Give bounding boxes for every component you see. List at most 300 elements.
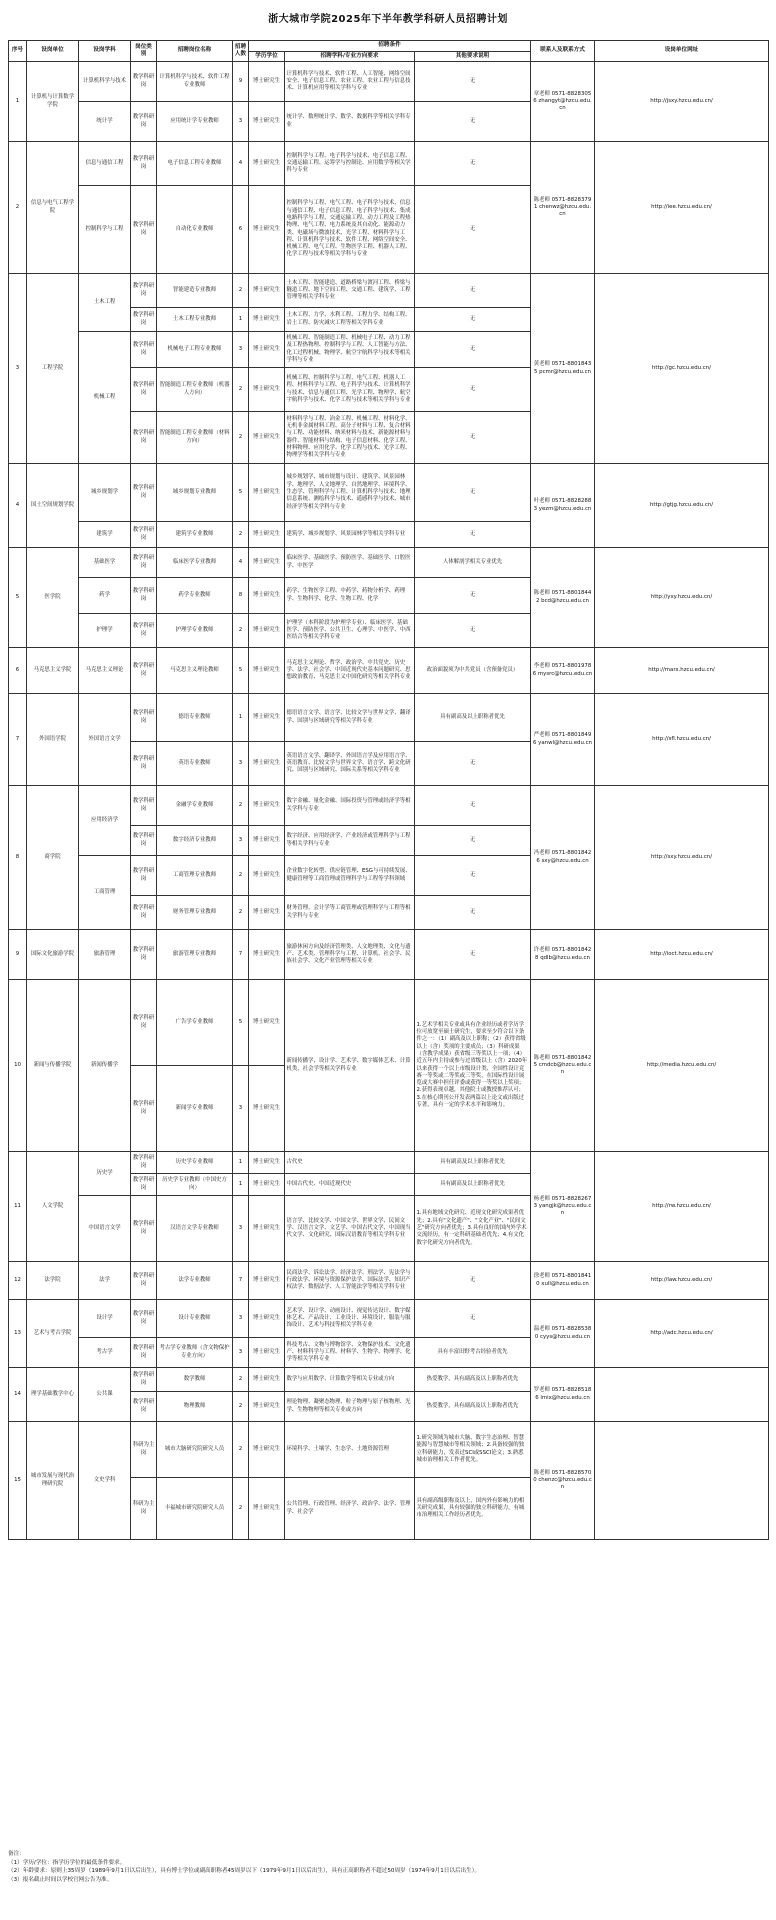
row-degree: 博士研究生: [249, 694, 285, 742]
row-contact: 许老师 0571-88018428 qdlb@hzcu.edu.cn: [531, 930, 595, 980]
row-major: 控制科学与工程、电子科学与技术、电子信息工程、交通运输工程、运筹学与控制论、应用数学等相关学科与专业: [285, 142, 415, 186]
unit-website-link[interactable]: http://gtjg.hzcu.edu.cn/: [649, 501, 714, 508]
row-degree: 博士研究生: [249, 102, 285, 142]
row-website: [595, 786, 769, 930]
row-post-name: 数字经济专业教师: [157, 826, 233, 856]
row-discipline: 土木工程: [79, 274, 131, 332]
row-other: 无: [415, 896, 531, 930]
row-post-name: 财务管理专业教师: [157, 896, 233, 930]
row-post-type: 教学科研岗: [131, 308, 157, 332]
row-major: 企业数字化转型、供应链管理、ESG与可持续发展、健康管理等工商管理或管理科学与工程等学科领域: [285, 856, 415, 896]
row-discipline: 统计学: [79, 102, 131, 142]
row-degree: 博士研究生: [249, 1478, 285, 1540]
row-post-type: 教学科研岗: [131, 694, 157, 742]
row-major: 英语语言文学、翻译学、外国语言学及应用语言学、英语教育、比较文学与世界文学、语言学、跨文化研究、国别与区域研究、国际关系等相关学科专业: [285, 742, 415, 786]
row-post-type: 教学科研岗: [131, 1262, 157, 1300]
row-degree: 博士研究生: [249, 62, 285, 102]
row-discipline: 历史学: [79, 1152, 131, 1196]
row-no: 11: [9, 1152, 27, 1262]
row-no: 3: [9, 274, 27, 464]
row-other: 无: [415, 368, 531, 412]
unit-website-link[interactable]: http://yxy.hzcu.edu.cn/: [650, 593, 713, 600]
row-other: 无: [415, 274, 531, 308]
row-post-name: 数学教师: [157, 1368, 233, 1392]
footnotes: [8, 1850, 768, 1885]
row-count: 3: [233, 742, 249, 786]
row-count: 2: [233, 274, 249, 308]
unit-website-link[interactable]: http://rw.hzcu.edu.cn/: [652, 1202, 711, 1209]
row-count: 2: [233, 1422, 249, 1478]
row-website: [595, 648, 769, 694]
row-major: 建筑学、城乡规划学、风景园林学等相关学科专业: [285, 522, 415, 548]
row-post-name: 计算机科学与技术、软件工程专业教师: [157, 62, 233, 102]
row-post-type: 科研为主岗: [131, 1478, 157, 1540]
row-post-type: 教学科研岗: [131, 1152, 157, 1174]
table-header-row: [9, 41, 769, 52]
row-post-name: 考古学专业教师（含文物保护专业方向）: [157, 1338, 233, 1368]
row-contact: 陈老师 0571-88018425 cmdcb@hzcu.edu.cn: [531, 980, 595, 1152]
row-post-type: 教学科研岗: [131, 1066, 157, 1152]
row-post-type: 教学科研岗: [131, 142, 157, 186]
row-degree: 博士研究生: [249, 308, 285, 332]
row-website: [595, 548, 769, 648]
row-count: 7: [233, 1262, 249, 1300]
row-count: 3: [233, 826, 249, 856]
row-count: 2: [233, 786, 249, 826]
row-discipline: 文史学科: [79, 1422, 131, 1540]
row-post-type: 教学科研岗: [131, 1300, 157, 1338]
row-major: 临床医学、基础医学、预防医学、基础医学、口腔医学、中医学: [285, 548, 415, 578]
row-post-name: 智能制造工程专业教师（机器人方向）: [157, 368, 233, 412]
row-post-type: 教学科研岗: [131, 826, 157, 856]
row-website: [595, 1152, 769, 1262]
row-discipline: 信息与通信工程: [79, 142, 131, 186]
row-other: 无: [415, 856, 531, 896]
row-major: 数字金融、量化金融、国际投资与管理或经济学等相关学科与专业: [285, 786, 415, 826]
row-major: 城乡规划学、城市规划与设计、建筑学、风景园林学、地理学、人文地理学、自然地理学、环境科学、生态学、管理科学与工程、计算机科学与技术、地理信息系统、测绘科学与技术、遥感科学与技术、城市经济学等相关学科与专业: [285, 464, 415, 522]
row-degree: 博士研究生: [249, 1196, 285, 1262]
row-major: 土木工程、智能建造、道路桥梁与渡河工程、桥梁与隧道工程、地下空间工程、交通工程、建筑学、工程管理等相关学科专业: [285, 274, 415, 308]
table-row: [9, 1368, 769, 1392]
row-unit: 国土空间规划学院: [27, 464, 79, 548]
row-post-name: 城市大脑研究院研究人员: [157, 1422, 233, 1478]
row-post-name: 土木工程专业教师: [157, 308, 233, 332]
row-count: 2: [233, 412, 249, 464]
row-website: [595, 1262, 769, 1300]
row-major: 新闻传播学、设计学、艺术学、数字媒体艺术、计算机类、社会学等相关学科专业: [285, 980, 415, 1152]
row-count: 3: [233, 1338, 249, 1368]
row-contact: 严老师 0571-88018496 yanwl@hzcu.edu.cn: [531, 694, 595, 786]
row-discipline: 设计学: [79, 1300, 131, 1338]
table-row: [9, 786, 769, 826]
row-count: 2: [233, 614, 249, 648]
row-post-name: 金融学专业教师: [157, 786, 233, 826]
col-discipline: 设岗学科: [79, 41, 131, 62]
row-unit: 艺术与考古学院: [27, 1300, 79, 1368]
row-count: 2: [233, 896, 249, 930]
row-contact: 陈老师 0571-88018442 bcd@hzcu.edu.cn: [531, 548, 595, 648]
row-post-type: 教学科研岗: [131, 1392, 157, 1422]
row-count: 3: [233, 1196, 249, 1262]
row-degree: 博士研究生: [249, 522, 285, 548]
row-post-name: 机械电子工程专业教师: [157, 332, 233, 368]
row-post-name: 设计专业教师: [157, 1300, 233, 1338]
row-post-type: 教学科研岗: [131, 742, 157, 786]
row-other: 无: [415, 308, 531, 332]
row-other: 无: [415, 412, 531, 464]
row-contact: 黄老师 0571-88018435 pcmr@hzcu.edu.cn: [531, 274, 595, 464]
row-count: 1: [233, 1152, 249, 1174]
row-post-name: 广告学专业教师: [157, 980, 233, 1066]
row-website: [595, 694, 769, 786]
row-degree: 博士研究生: [249, 464, 285, 522]
row-post-name: 物理教师: [157, 1392, 233, 1422]
row-count: 2: [233, 522, 249, 548]
col-no: 序号: [9, 41, 27, 62]
row-discipline: 药学: [79, 578, 131, 614]
row-count: 2: [233, 1478, 249, 1540]
row-degree: 博士研究生: [249, 1300, 285, 1338]
row-no: 8: [9, 786, 27, 930]
row-degree: 博士研究生: [249, 368, 285, 412]
row-unit: 医学院: [27, 548, 79, 648]
row-other: 无: [415, 102, 531, 142]
row-post-type: 科研为主岗: [131, 1422, 157, 1478]
row-no: 13: [9, 1300, 27, 1368]
unit-website-link[interactable]: http://sfl.hzcu.edu.cn/: [652, 735, 711, 742]
row-contact: 章老师 0571-88283056 zhangyt@hzcu.edu.cn: [531, 62, 595, 142]
row-post-type: 教学科研岗: [131, 548, 157, 578]
table-row: [9, 980, 769, 1066]
row-no: 15: [9, 1422, 27, 1540]
row-post-type: 教学科研岗: [131, 62, 157, 102]
col-count: 招聘人数: [233, 41, 249, 62]
row-major: 财务管理、会计学等工商管理或管理科学与工程等相关学科与专业: [285, 896, 415, 930]
row-no: 7: [9, 694, 27, 786]
row-website: [595, 1422, 769, 1540]
row-contact: 陈老师 0571-88283791 chenwz@hzcu.edu.cn: [531, 142, 595, 274]
row-other: 具有副高及以上职称者优先: [415, 1174, 531, 1196]
row-post-name: 马克思主义理论教师: [157, 648, 233, 694]
row-post-type: 教学科研岗: [131, 102, 157, 142]
table-row: [9, 274, 769, 308]
table-row: [9, 1300, 769, 1338]
row-post-name: 汉语言文学专业教师: [157, 1196, 233, 1262]
row-major: 药学、生物医学工程、中药学、药物分析学、药理学、生物科学、化学、生物工程、化学: [285, 578, 415, 614]
row-no: 5: [9, 548, 27, 648]
row-website: [595, 1300, 769, 1368]
unit-website-link[interactable]: http://gc.hzcu.edu.cn/: [651, 364, 712, 371]
row-post-type: 教学科研岗: [131, 522, 157, 548]
row-post-type: 教学科研岗: [131, 980, 157, 1066]
row-post-name: 历史学专业教师（中国史方向）: [157, 1174, 233, 1196]
row-post-name: 旅游管理专业教师: [157, 930, 233, 980]
row-discipline: 法学: [79, 1262, 131, 1300]
unit-website-link[interactable]: http://ioct.hzcu.edu.cn/: [650, 950, 713, 957]
row-no: 1: [9, 62, 27, 142]
row-unit: 商学院: [27, 786, 79, 930]
row-no: 14: [9, 1368, 27, 1422]
row-website: [595, 1368, 769, 1422]
row-degree: 博士研究生: [249, 1368, 285, 1392]
row-discipline: 基础医学: [79, 548, 131, 578]
row-no: 4: [9, 464, 27, 548]
unit-website-link[interactable]: http://media.hzcu.edu.cn/: [646, 1061, 717, 1068]
row-unit: 国际文化旅游学院: [27, 930, 79, 980]
row-count: 9: [233, 62, 249, 102]
row-count: 2: [233, 1368, 249, 1392]
row-other: 具有副高级职称及以上，国内外有影响力的相关研究成果，具有较强的独立科研能力，有城市治理相关工作经历者优先。: [415, 1478, 531, 1540]
row-major: 护理学（本科阶段为护理学专业）、临床医学、基础医学、预防医学、公共卫生、心理学、中医学、中西医结合等相关学科专业: [285, 614, 415, 648]
row-major: 科技考古、文物与博物馆学、文物保护技术、文化遗产、材料科学与工程、材料学、生物学、物理学、化学等相关学科专业: [285, 1338, 415, 1368]
unit-website-link[interactable]: http://sxy.hzcu.edu.cn/: [650, 853, 713, 860]
row-unit: 城市发展与现代治理研究院: [27, 1422, 79, 1540]
row-major: 古代史: [285, 1152, 415, 1174]
row-count: 1: [233, 694, 249, 742]
row-discipline: 机械工程: [79, 332, 131, 464]
col-unit: 设岗单位: [27, 41, 79, 62]
row-degree: 博士研究生: [249, 142, 285, 186]
table-row: [9, 548, 769, 578]
row-no: 12: [9, 1262, 27, 1300]
row-discipline: 建筑学: [79, 522, 131, 548]
row-count: 5: [233, 980, 249, 1066]
row-count: 3: [233, 1066, 249, 1152]
row-contact: 李老师 0571-88019786 mysrc@hzcu.edu.cn: [531, 648, 595, 694]
row-count: 2: [233, 1392, 249, 1422]
row-count: 3: [233, 1300, 249, 1338]
unit-website-link[interactable]: http://adc.hzcu.edu.cn/: [650, 1329, 713, 1336]
row-count: 5: [233, 648, 249, 694]
table-row: [9, 1422, 769, 1478]
row-other: 无: [415, 142, 531, 186]
unit-website-link[interactable]: http://law.hzcu.edu.cn/: [650, 1276, 713, 1283]
row-post-name: 建筑学专业教师: [157, 522, 233, 548]
row-degree: 博士研究生: [249, 980, 285, 1066]
table-row: [9, 62, 769, 102]
footnote-item: （3）报名截止时间以学校官网公告为准。: [8, 1876, 113, 1883]
row-post-type: 教学科研岗: [131, 856, 157, 896]
row-degree: 博士研究生: [249, 896, 285, 930]
row-count: 2: [233, 856, 249, 896]
row-discipline: 护理学: [79, 614, 131, 648]
row-count: 4: [233, 142, 249, 186]
row-post-type: 教学科研岗: [131, 1368, 157, 1392]
row-count: 4: [233, 548, 249, 578]
row-major: 机械工程、智能制造工程、机械电子工程、动力工程及工程热物理、控制科学与工程、人工智能与方法、化工过程机械、物理学、航空宇航科学与技术等相关学科与专业: [285, 332, 415, 368]
row-post-type: 教学科研岗: [131, 614, 157, 648]
row-other: 无: [415, 186, 531, 274]
row-degree: 博士研究生: [249, 412, 285, 464]
row-major: 公共管理、行政管理、经济学、政治学、法学、管理学、社会学: [285, 1478, 415, 1540]
row-contact: 叶老师 0571-88282883 yezm@hzcu.edu.cn: [531, 464, 595, 548]
row-major: 马克思主义理论、哲学、政治学、中共党史、历史学、法学、社会学、中国近现代史基本问题研究、思想政治教育、马克思主义中国化研究等相关学科专业: [285, 648, 415, 694]
row-degree: 博士研究生: [249, 648, 285, 694]
row-unit: 信息与电气工程学院: [27, 142, 79, 274]
row-degree: 博士研究生: [249, 1262, 285, 1300]
row-unit: 理学基础教学中心: [27, 1368, 79, 1422]
row-major: 控制科学与工程、电气工程、电子科学与技术、信息与通信工程、电子信息工程、电子科学与技术、集成电路科学与工程、交通运输工程、动力工程及工程热物理、电气工程、电力系统及其自动化、能源动力类、电磁场与微波技术、光学工程、材料科学与工程、计算机科学与技术、软件工程、网络空间安全、机械工程、电气工程、生物医学工程、机器人工程、化学工程与技术等相关学科与专业: [285, 186, 415, 274]
table-row: [9, 694, 769, 742]
row-contact: 陈老师 0571-88285700 chenzc@hzcu.edu.cn: [531, 1422, 595, 1540]
row-other: 无: [415, 786, 531, 826]
row-post-name: 自动化专业教师: [157, 186, 233, 274]
col-degree: 学历学位: [249, 51, 285, 62]
row-contact: 冯老师 0571-88018426 sxy@hzcu.edu.cn: [531, 786, 595, 930]
row-degree: 博士研究生: [249, 742, 285, 786]
row-major: 统计学、数理统计学、数学、数据科学等相关学科专业: [285, 102, 415, 142]
row-unit: 计算机与计算数学学院: [27, 62, 79, 142]
row-post-type: 教学科研岗: [131, 786, 157, 826]
table-row: [9, 930, 769, 980]
row-discipline: 外国语言文学: [79, 694, 131, 786]
col-other: 其他要求说明: [415, 51, 531, 62]
row-major: 语言学、比较文学、中国文学、世界文学、民间文学、汉语言文学、文艺学、中国古代文学、中国现当代文学、文化研究、国际汉语教育等相关学科专业: [285, 1196, 415, 1262]
row-degree: 博士研究生: [249, 1392, 285, 1422]
table-row: [9, 142, 769, 186]
row-post-type: 教学科研岗: [131, 578, 157, 614]
row-post-type: 教学科研岗: [131, 1196, 157, 1262]
row-major: 德语语言文学、语言学、比较文学与世界文学、翻译学、国别与区域研究等相关学科专业: [285, 694, 415, 742]
row-degree: 博士研究生: [249, 930, 285, 980]
table-row: [9, 464, 769, 522]
row-unit: 外国语学院: [27, 694, 79, 786]
row-major: 民商法学、诉讼法学、经济法学、刑法学、宪法学与行政法学、环境与资源保护法学、国际法学、知识产权法学、数据法学、人工智能法学等相关学科专业: [285, 1262, 415, 1300]
row-contact: 杨老师 0571-88282673 yangjk@hzcu.edu.cn: [531, 1152, 595, 1262]
row-other: 具有副高及以上职称者优先: [415, 1152, 531, 1174]
row-post-name: 历史学专业教师: [157, 1152, 233, 1174]
row-post-name: 英语专业教师: [157, 742, 233, 786]
row-post-type: 教学科研岗: [131, 930, 157, 980]
row-post-name: 临床医学专业教师: [157, 548, 233, 578]
row-other: 无: [415, 62, 531, 102]
row-degree: 博士研究生: [249, 1152, 285, 1174]
row-count: 2: [233, 368, 249, 412]
row-no: 10: [9, 980, 27, 1152]
row-count: 5: [233, 464, 249, 522]
row-post-type: 教学科研岗: [131, 648, 157, 694]
table-row: [9, 1262, 769, 1300]
row-discipline: 中国语言文学: [79, 1196, 131, 1262]
row-website: [595, 274, 769, 464]
row-discipline: 城乡规划学: [79, 464, 131, 522]
row-post-type: 教学科研岗: [131, 412, 157, 464]
row-count: 6: [233, 186, 249, 274]
row-discipline: 公共课: [79, 1368, 131, 1422]
row-degree: 博士研究生: [249, 548, 285, 578]
row-major: 中国古代史、中国近现代史: [285, 1174, 415, 1196]
table-row: [9, 648, 769, 694]
row-discipline: 考古学: [79, 1338, 131, 1368]
row-post-name: 护理学专业教师: [157, 614, 233, 648]
col-major: 招聘学科/专业方向要求: [285, 51, 415, 62]
row-post-type: 教学科研岗: [131, 186, 157, 274]
row-other: 无: [415, 614, 531, 648]
row-degree: 博士研究生: [249, 826, 285, 856]
col-website: 设岗单位网址: [595, 41, 769, 62]
row-other: 无: [415, 930, 531, 980]
row-major: 环境科学、土壤学、生态学、土地资源管理: [285, 1422, 415, 1478]
row-contact: 徐老师 0571-88018410 xull@hzcu.edu.cn: [531, 1262, 595, 1300]
row-degree: 博士研究生: [249, 186, 285, 274]
row-website: [595, 980, 769, 1152]
row-major: 计算机科学与技术、软件工程、人工智能、网络空间安全、电子信息工程、农业工程、农业工程与信息技术、计算机应用等相关学科与专业: [285, 62, 415, 102]
unit-website-link[interactable]: http://jsxy.hzcu.edu.cn/: [650, 97, 713, 104]
row-website: [595, 62, 769, 142]
row-post-type: 教学科研岗: [131, 464, 157, 522]
row-post-name: 法学专业教师: [157, 1262, 233, 1300]
row-other: 无: [415, 522, 531, 548]
row-other: 无: [415, 578, 531, 614]
row-degree: 博士研究生: [249, 274, 285, 308]
footnote-item: （1）学历/学位：指学历学位的最低条件要求。: [8, 1859, 126, 1866]
row-other: 1.艺术学相关专业或具有企业经历或者学历学位可放宽至硕士研究生，要求至少符合以下条件之一：（1）副高及以上职称；（2）获得省级以上（含）奖项的主要成员；（3）科研成果（含教学成果）获省级三等奖以上一项；（4）近五年内主持或参与过省级以上（含）2020年以来获得一个以上市级设计类、全国性设计竞赛一等奖或二等奖或三等奖，在国际性设计展览或大赛中担任评委或获得一等奖以上奖项；2.获得表现卓越，其他院士或教授推荐认可；3.在核心期刊公开发表两篇以上论文或出版过专著，具有一定的学术水平和影响力。: [415, 980, 531, 1152]
row-count: 3: [233, 332, 249, 368]
row-unit: 人文学院: [27, 1152, 79, 1262]
row-other: 无: [415, 1262, 531, 1300]
row-post-name: 电子信息工程专业教师: [157, 142, 233, 186]
footnote-item: （2）年龄要求：原则上35周岁（1989年9月1日以后出生），具有博士学位或副高职称者45周岁以下（1979年9月1日以后出生），具有正高职称者不超过50周岁（1974年9月1日以后出生）。: [8, 1868, 481, 1875]
row-unit: 马克思主义学院: [27, 648, 79, 694]
col-conditions: 招聘条件: [249, 41, 531, 52]
row-discipline: 工商管理: [79, 856, 131, 930]
row-count: 7: [233, 930, 249, 980]
row-website: [595, 930, 769, 980]
row-other: 政治面貌须为中共党员（含预备党员）: [415, 648, 531, 694]
row-other: 无: [415, 1300, 531, 1338]
row-other: 具有副高及以上职称者优先: [415, 694, 531, 742]
row-major: 艺术学、设计学、动画设计、视觉传达设计、数字媒体艺术、产品设计、工业设计、环境设计、服装与服饰设计、艺术与科技等相关学科专业: [285, 1300, 415, 1338]
unit-website-link[interactable]: http://iee.hzcu.edu.cn/: [651, 203, 712, 210]
row-post-name: 工商管理专业教师: [157, 856, 233, 896]
row-discipline: 应用经济学: [79, 786, 131, 856]
row-post-type: 教学科研岗: [131, 1338, 157, 1368]
row-major: 机械工程、控制科学与工程、电气工程、机器人工程、材料科学与工程、电子科学与技术、计算机科学与技术、信息与通信工程、光学工程、物理学、航空宇航科学与技术、化学工程与技术等相关学科与专业: [285, 368, 415, 412]
row-post-type: 教学科研岗: [131, 274, 157, 308]
row-website: [595, 464, 769, 548]
row-post-type: 教学科研岗: [131, 1174, 157, 1196]
row-other: 无: [415, 826, 531, 856]
row-post-type: 教学科研岗: [131, 332, 157, 368]
row-post-type: 教学科研岗: [131, 896, 157, 930]
row-other: 1.研究领域为城市大脑、数字生态治理、智慧能源与智慧城市等相关领域；2.具备较强的独立科研能力，发表过SCI或SSCI论文；3.熟悉城市治理相关工作者优先。: [415, 1422, 531, 1478]
row-other: 具有丰富田野考古经验者优先: [415, 1338, 531, 1368]
row-major: 数字经济、应用经济学、产业经济或管理科学与工程等相关学科与专业: [285, 826, 415, 856]
row-degree: 博士研究生: [249, 1422, 285, 1478]
row-post-name: 新闻学专业教师: [157, 1066, 233, 1152]
row-no: 2: [9, 142, 27, 274]
row-degree: 博士研究生: [249, 1066, 285, 1152]
row-contact: 罗老师 0571-88285186 lmix@hzcu.edu.cn: [531, 1368, 595, 1422]
row-count: 1: [233, 1174, 249, 1196]
col-contact: 联系人及联系方式: [531, 41, 595, 62]
row-no: 9: [9, 930, 27, 980]
recruitment-table: [8, 40, 769, 1540]
row-other: 无: [415, 742, 531, 786]
row-count: 3: [233, 102, 249, 142]
row-post-type: 教学科研岗: [131, 368, 157, 412]
row-post-name: 丰福城市研究院研究人员: [157, 1478, 233, 1540]
row-other: 1.具有地域文化研究、近现文化研究成果者优先；2.具有"文化遗产"、"文化产业"、"民间文艺"研究方向者优先；3.具有良好的国内外学术交流经历，有一定科研基础者优先；4.有文化数字化研究方向者优先。: [415, 1196, 531, 1262]
row-unit: 法学院: [27, 1262, 79, 1300]
row-post-name: 城乡规划专业教师: [157, 464, 233, 522]
row-discipline: 旅游管理: [79, 930, 131, 980]
table-row: [9, 1152, 769, 1174]
unit-website-link[interactable]: http://marx.hzcu.edu.cn/: [648, 666, 715, 673]
row-degree: 博士研究生: [249, 786, 285, 826]
footnote-heading: 备注：: [8, 1851, 25, 1857]
row-degree: 博士研究生: [249, 856, 285, 896]
